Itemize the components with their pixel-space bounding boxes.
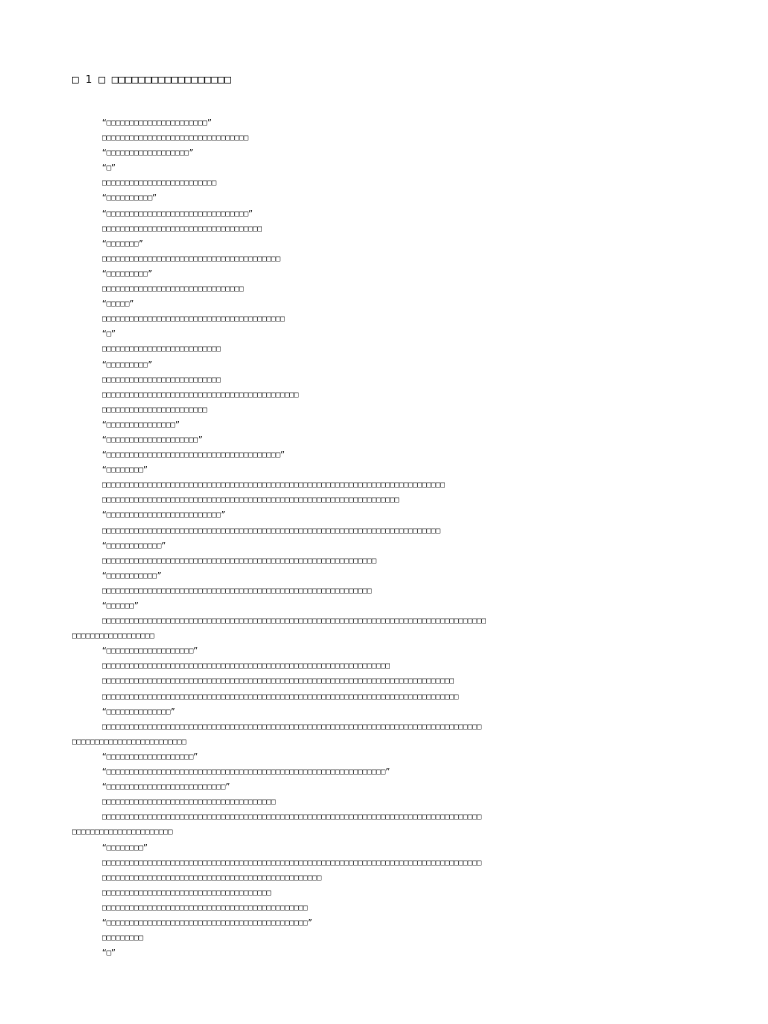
text-line: “□□□□□□□□” bbox=[102, 842, 148, 852]
text-line: “□□□□□□□□□□□□□□□□□□□□□□□□□” bbox=[102, 510, 226, 520]
text-line: □□□□□□□□□□□□□□□□□□□□□□□□□□□□□□□□□□□ bbox=[102, 223, 263, 233]
text-line: □□□□□□□□□□□□□□□□□□□□□□□□□□□□□□□□□□□□□□ bbox=[102, 797, 276, 807]
text-line: □□□□□□□□□□□□□□□□□□□□□□□□□□□□□□□□□□□□□□□□□□□□□□□□□□□□□□□□□□□□□□□□□□□□□□□□□□□□□□□□□□□ bbox=[102, 812, 482, 822]
text-line: □□□□□□□□□□□□□□□□□□□□□□□□□□□□□□□□□□□□□□□ bbox=[102, 253, 281, 263]
text-line: □□□□□□□□□□□□□□□□□□□□□□□□□□□□□□□□ bbox=[102, 133, 249, 143]
text-line: “□” bbox=[102, 163, 116, 173]
text-line: □□□□□□□□□□□□□□□□□□□□□□□□□□□□□□□□□□□□□□□□□□□□□□□□□□□□□□□□□□□□□□□□□□□□□□□□□□□□□ bbox=[102, 676, 455, 686]
text-line: □□□□□□□□□□□□□□□□□□□□□□□□□□□□□□□□□□□□□□□□□□□□□□□□□□□□□□□□□□□□□□□□□□□□□□□□□□□□□□□□□□□□ bbox=[102, 616, 487, 626]
text-line: “□□□□□□□□□□□□□□□□□□□□□□□□□□□□□□□□□□□□□□□□□□□□” bbox=[102, 917, 313, 927]
text-line: “□□□□□” bbox=[102, 299, 135, 309]
text-line: “□” bbox=[102, 329, 116, 339]
text-line: □□□□□□□□□□□□□□□□□□□□□□□□□□□□□□□□□□□□□□□□□□□□□□□□ bbox=[102, 872, 322, 882]
text-line: □□□□□□□□□□□□□□□□□□□□□□□□□□ bbox=[102, 374, 221, 384]
text-line: □□□□□□□□□□□□□□□□□□□□□□□□□□ bbox=[102, 344, 221, 354]
text-line: □□□□□□□□□□□□□□□□□□□□□□□□□□□□□□□ bbox=[102, 284, 244, 294]
text-line: “□□□□□□□□” bbox=[102, 465, 148, 475]
text-line: □□□□□□□□□□□□□□□□□□□□□□ bbox=[72, 827, 173, 837]
text-line: □□□□□□□□□□□□□□□□□□□□□□□□□□□□□□□□□□□□□□□□□□□□□□□□□□□□□□□□□□□□ bbox=[102, 555, 377, 565]
text-line: □□□□□□□□□□□□□□□□□□□□□□□□□□□□□□□□□□□□□□□□□□□□□□□□□□□□□□□□□□□□□□□ bbox=[102, 661, 391, 671]
text-line: “□□□□□□□□□□□□□□□□□□□” bbox=[102, 751, 199, 761]
text-line: □□□□□□□□□□□□□□□□□□□□□□□□□□□□□□□□□□□□□□□□□□□□□ bbox=[102, 902, 308, 912]
text-line: “□□□□□□□□□” bbox=[102, 268, 153, 278]
text-line: “□□□□□□□□□□□□□□” bbox=[102, 706, 176, 716]
text-line: □□□□□□□□□ bbox=[102, 933, 144, 943]
text-line: □□□□□□□□□□□□□□□□□□□□□□□□□□□□□□□□□□□□□□□□□□□□□□□□□□□□□□□□□□□□□□□□□□□□□□□□□□□ bbox=[102, 480, 445, 490]
text-line: “□□□□□□□□□□□□” bbox=[102, 540, 167, 550]
text-line: □□□□□□□□□□□□□□□□□□□□□□□□□ bbox=[102, 178, 217, 188]
text-line: □□□□□□□□□□□□□□□□□□ bbox=[72, 631, 155, 641]
text-line: □□□□□□□□□□□□□□□□□□□□□□□□□□□□□□□□□□□□□□□□□□□□□□□□□□□□□□□□□□□□□□□□□□□□□□□□□□□□□□ bbox=[102, 691, 459, 701]
text-line: □□□□□□□□□□□□□□□□□□□□□□□□□□□□□□□□□□□□□□□□□□□ bbox=[102, 389, 299, 399]
text-line: “□□□□□□□□□□□” bbox=[102, 570, 162, 580]
text-line: □□□□□□□□□□□□□□□□□□□□□□□□□□□□□□□□□□□□□ bbox=[102, 887, 272, 897]
text-line: “□□□□□□□□□□□□□□□□□□□” bbox=[102, 646, 199, 656]
text-line: “□□□□□□□□□” bbox=[102, 359, 153, 369]
text-line: □□□□□□□□□□□□□□□□□□□□□□□□□ bbox=[72, 736, 187, 746]
text-line: “□□□□□□□□□□□□□□□□□□□□□□□□□□” bbox=[102, 782, 231, 792]
text-line: “□□□□□□□□□□□□□□□□□□□□” bbox=[102, 434, 203, 444]
text-line: “□□□□□□□□□□” bbox=[102, 193, 157, 203]
text-line: “□□□□□□□□□□□□□□□□□□” bbox=[102, 148, 194, 158]
text-line: “□□□□□□” bbox=[102, 601, 139, 610]
text-line: □□□□□□□□□□□□□□□□□□□□□□□□□□□□□□□□□□□□□□□□□□□□□□□□□□□□□□□□□□□□□□□□□ bbox=[102, 495, 400, 505]
text-line: “□□□□□□□□□□□□□□□□□□□□□□□□□□□□□□□” bbox=[102, 208, 253, 218]
text-line: “□□□□□□□” bbox=[102, 238, 144, 248]
text-line: “□□□□□□□□□□□□□□□□□□□□□□□□□□□□□□□□□□□□□□” bbox=[102, 450, 285, 460]
text-line: □□□□□□□□□□□□□□□□□□□□□□□□□□□□□□□□□□□□□□□□ bbox=[102, 314, 285, 324]
text-line: “□” bbox=[102, 948, 116, 958]
text-line: □□□□□□□□□□□□□□□□□□□□□□□□□□□□□□□□□□□□□□□□□□□□□□□□□□□□□□□□□□□ bbox=[102, 585, 372, 595]
text-line: “□□□□□□□□□□□□□□□□□□□□□□□□□□□□□□□□□□□□□□□□□□□□□□□□□□□□□□□□□□□□□” bbox=[102, 767, 391, 777]
text-line: “□□□□□□□□□□□□□□□” bbox=[102, 419, 180, 429]
document-body bbox=[72, 115, 732, 960]
chapter-heading: □ 1 □ □□□□□□□□□□□□□□□□□□ bbox=[72, 73, 231, 86]
text-line: “□□□□□□□□□□□□□□□□□□□□□□” bbox=[102, 118, 212, 127]
text-line: □□□□□□□□□□□□□□□□□□□□□□□ bbox=[102, 404, 208, 414]
text-line: □□□□□□□□□□□□□□□□□□□□□□□□□□□□□□□□□□□□□□□□□□□□□□□□□□□□□□□□□□□□□□□□□□□□□□□□□□□□□□□□□□□ bbox=[102, 857, 482, 867]
text-line: □□□□□□□□□□□□□□□□□□□□□□□□□□□□□□□□□□□□□□□□□□□□□□□□□□□□□□□□□□□□□□□□□□□□□□□□□□ bbox=[102, 525, 441, 535]
text-line: □□□□□□□□□□□□□□□□□□□□□□□□□□□□□□□□□□□□□□□□□□□□□□□□□□□□□□□□□□□□□□□□□□□□□□□□□□□□□□□□□□□ bbox=[102, 721, 482, 731]
